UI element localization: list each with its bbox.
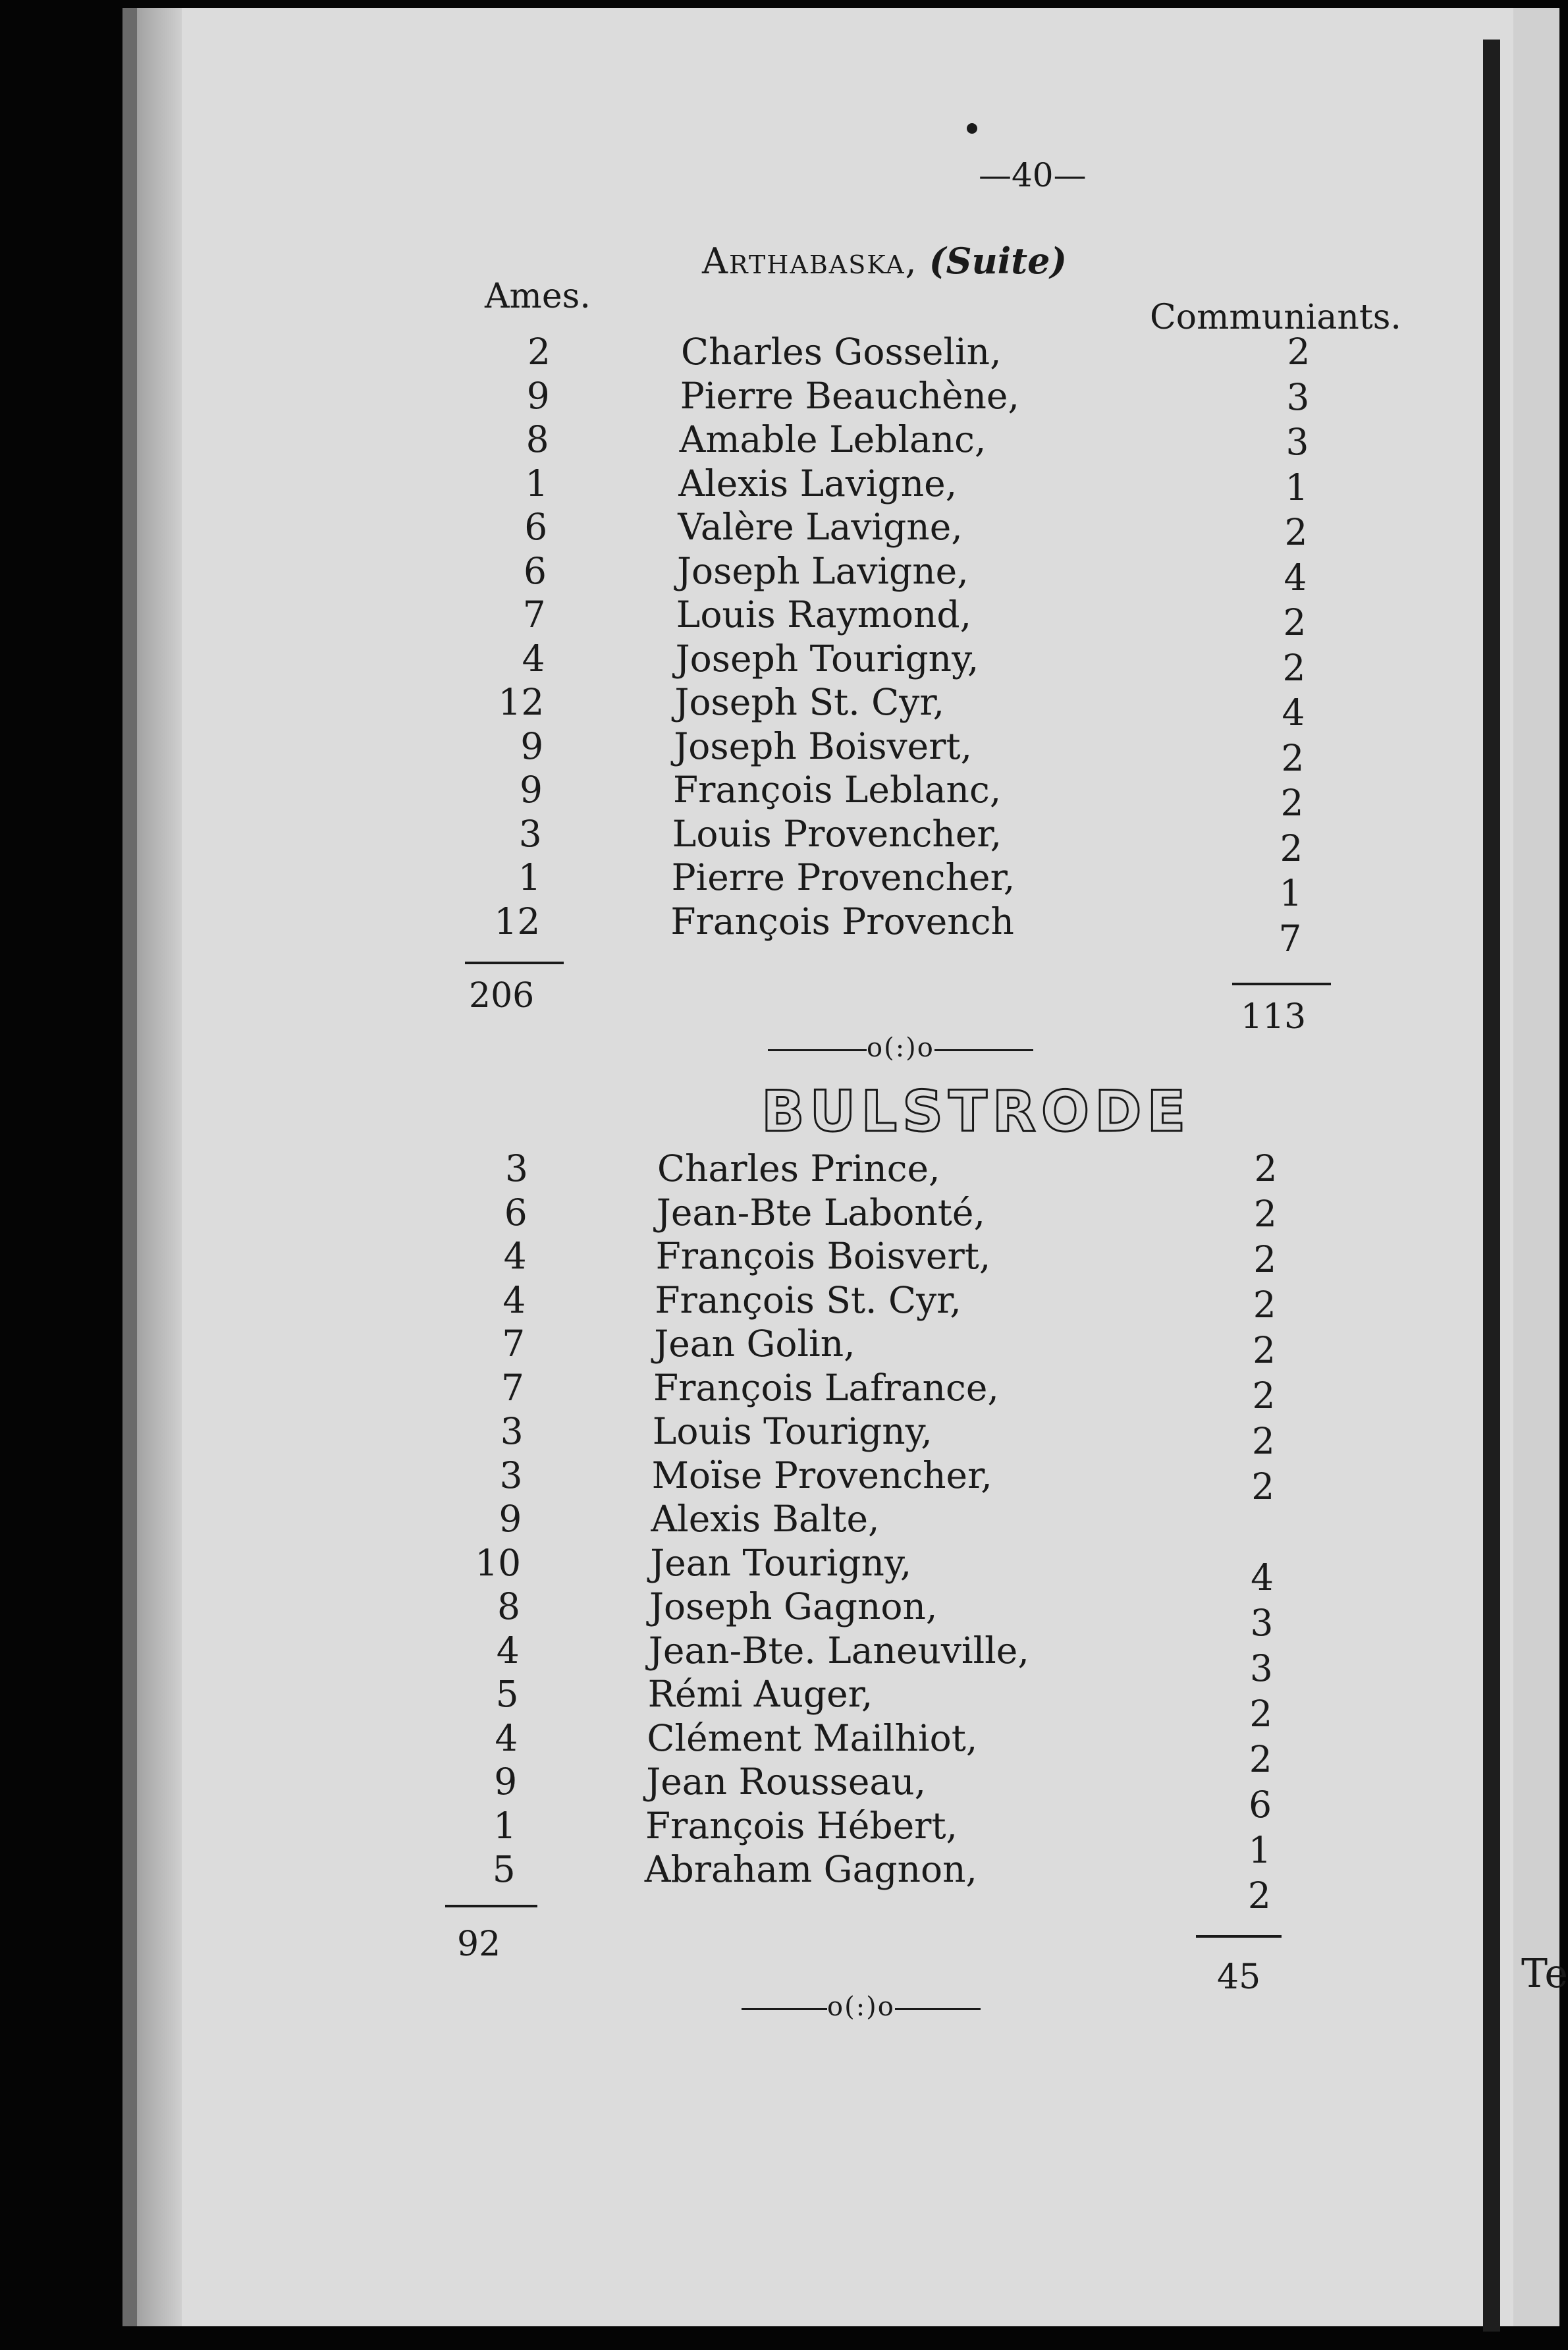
communiants-count: 2 — [1253, 1284, 1276, 1326]
ames-count: 3 — [499, 1454, 523, 1496]
person-name: François Boisvert, — [655, 1235, 991, 1277]
person-name: Joseph Gagnon, — [649, 1585, 938, 1627]
page-edge — [122, 8, 137, 2326]
communiants-count: 7 — [1278, 917, 1302, 960]
communiants-count: 2 — [1282, 646, 1306, 689]
communiants-count: 2 — [1249, 1738, 1272, 1780]
communiants-count: 2 — [1284, 511, 1308, 553]
ames-count: 10 — [475, 1541, 522, 1584]
person-name: François Lafrance, — [653, 1366, 999, 1409]
person-name: Jean Tourigny, — [650, 1541, 912, 1584]
person-name: Amable Leblanc, — [679, 418, 987, 460]
section-title-bulstrode: BULSTRODE — [761, 1079, 1191, 1145]
communiants-count: 3 — [1285, 421, 1309, 463]
total-rule-ames-2 — [445, 1905, 537, 1907]
person-name: Jean-Bte Labonté, — [656, 1191, 985, 1234]
ames-count: 3 — [505, 1147, 528, 1189]
total-ames-2: 92 — [457, 1925, 501, 1964]
communiants-count: 1 — [1279, 872, 1303, 914]
communiants-count: 6 — [1249, 1784, 1272, 1826]
ames-count: 3 — [518, 812, 542, 855]
facing-page — [1513, 8, 1568, 2326]
communiants-count: 2 — [1287, 331, 1311, 373]
section-title-arthabaska — [702, 240, 1067, 282]
page-number: —40— — [979, 156, 1087, 194]
communiants-count: 2 — [1253, 1238, 1277, 1280]
section-separator-2 — [742, 1992, 981, 2022]
person-name: François St. Cyr, — [655, 1278, 961, 1321]
book-page — [122, 8, 1513, 2326]
ames-count: 9 — [494, 1761, 518, 1803]
person-name: Clément Mailhiot, — [647, 1716, 978, 1759]
communiants-count: 2 — [1253, 1329, 1276, 1371]
communiants-count: 2 — [1283, 601, 1307, 643]
column-header-ames: Ames. — [485, 277, 591, 316]
person-name: Joseph Boisvert, — [674, 724, 973, 767]
ames-count: 2 — [527, 331, 551, 373]
ames-count: 1 — [518, 856, 541, 898]
person-name: Alexis Balte, — [651, 1498, 880, 1540]
communiants-count: 2 — [1251, 1465, 1275, 1508]
ames-count: 5 — [492, 1848, 516, 1890]
section-separator — [768, 1033, 1033, 1063]
total-rule-communiants — [1232, 983, 1331, 985]
communiants-count: 4 — [1284, 556, 1307, 599]
person-name: Louis Provencher, — [672, 812, 1002, 855]
person-name: Pierre Provencher, — [671, 856, 1015, 898]
section-title-suffix: (Suite) — [929, 240, 1068, 282]
ames-count: 12 — [494, 900, 541, 943]
facing-page-edge — [1483, 40, 1500, 2332]
total-communiants: 113 — [1241, 997, 1307, 1037]
person-name: Rémi Auger, — [647, 1673, 873, 1715]
person-name: Charles Gosselin, — [681, 331, 1002, 373]
ames-count: 3 — [500, 1410, 524, 1452]
person-name: Pierre Beauchène, — [680, 374, 1019, 417]
ames-count: 6 — [504, 1191, 527, 1234]
ames-count: 8 — [526, 418, 549, 460]
communiants-count: 4 — [1251, 1556, 1274, 1599]
communiants-count: 3 — [1250, 1602, 1274, 1644]
ames-count: 9 — [526, 374, 550, 417]
person-name: François Hébert, — [645, 1804, 958, 1847]
ames-count: 7 — [502, 1323, 526, 1365]
ames-count: 4 — [496, 1629, 520, 1672]
ames-count: 1 — [493, 1804, 516, 1847]
communiants-count: 2 — [1252, 1375, 1276, 1417]
ink-dot — [967, 123, 977, 134]
person-name: Joseph Tourigny, — [675, 637, 979, 680]
total-rule-communiants-2 — [1196, 1935, 1282, 1938]
communiants-count: 2 — [1280, 782, 1304, 824]
person-name: Moïse Provencher, — [651, 1454, 992, 1496]
section-title-text: Arthabaska, — [702, 240, 918, 282]
ames-count: 7 — [501, 1366, 524, 1409]
communiants-count: 4 — [1282, 692, 1305, 734]
communiants-count: 2 — [1280, 827, 1303, 869]
person-name: Jean-Bte. Laneuville, — [648, 1629, 1029, 1672]
ames-count: 4 — [503, 1235, 527, 1277]
person-name: Louis Raymond, — [676, 593, 972, 636]
total-communiants-2: 45 — [1217, 1957, 1261, 1997]
person-name: Joseph Lavigne, — [677, 549, 969, 592]
communiants-count: 1 — [1248, 1829, 1272, 1871]
communiants-count: 2 — [1281, 736, 1305, 779]
separator-ornament: o(:)o — [867, 1033, 934, 1063]
communiants-count: 2 — [1249, 1693, 1273, 1735]
person-name: Charles Prince, — [657, 1147, 940, 1189]
person-name: François Provench — [670, 900, 1014, 943]
column-header-communiants: Communiants. — [1150, 298, 1401, 337]
person-name: François Leblanc, — [673, 769, 1002, 811]
communiants-count: 2 — [1253, 1193, 1277, 1235]
person-name: Alexis Lavigne, — [678, 462, 958, 505]
communiants-count: 1 — [1285, 466, 1309, 508]
person-name: Abraham Gagnon, — [644, 1848, 978, 1890]
communiants-count: 3 — [1286, 375, 1310, 418]
communiants-count: 2 — [1251, 1420, 1275, 1462]
ames-count: 9 — [520, 769, 543, 811]
ames-count: 1 — [525, 462, 549, 505]
total-rule-ames — [465, 962, 564, 964]
communiants-count: 2 — [1254, 1147, 1278, 1189]
ames-count: 9 — [520, 724, 544, 767]
ames-count: 7 — [522, 593, 546, 636]
person-name: Jean Golin, — [654, 1323, 855, 1365]
separator-ornament-2: o(:)o — [827, 1992, 895, 2022]
ames-count: 6 — [524, 506, 548, 548]
total-ames: 206 — [469, 976, 535, 1016]
ames-count: 5 — [495, 1673, 519, 1715]
communiants-count: 2 — [1247, 1874, 1271, 1917]
communiants-count: 3 — [1249, 1647, 1273, 1689]
person-name: Jean Rousseau, — [646, 1761, 927, 1803]
ames-count: 4 — [495, 1716, 518, 1759]
person-name: Joseph St. Cyr, — [674, 681, 945, 723]
ames-count: 12 — [498, 681, 545, 723]
facing-page-text: Te — [1521, 1951, 1568, 1997]
ames-count: 8 — [497, 1585, 520, 1627]
ames-count: 4 — [522, 637, 545, 680]
ames-count: 4 — [502, 1278, 526, 1321]
person-name: Valère Lavigne, — [678, 506, 963, 548]
person-name: Louis Tourigny, — [652, 1410, 933, 1452]
ames-count: 6 — [524, 549, 547, 592]
ames-count: 9 — [499, 1498, 522, 1540]
